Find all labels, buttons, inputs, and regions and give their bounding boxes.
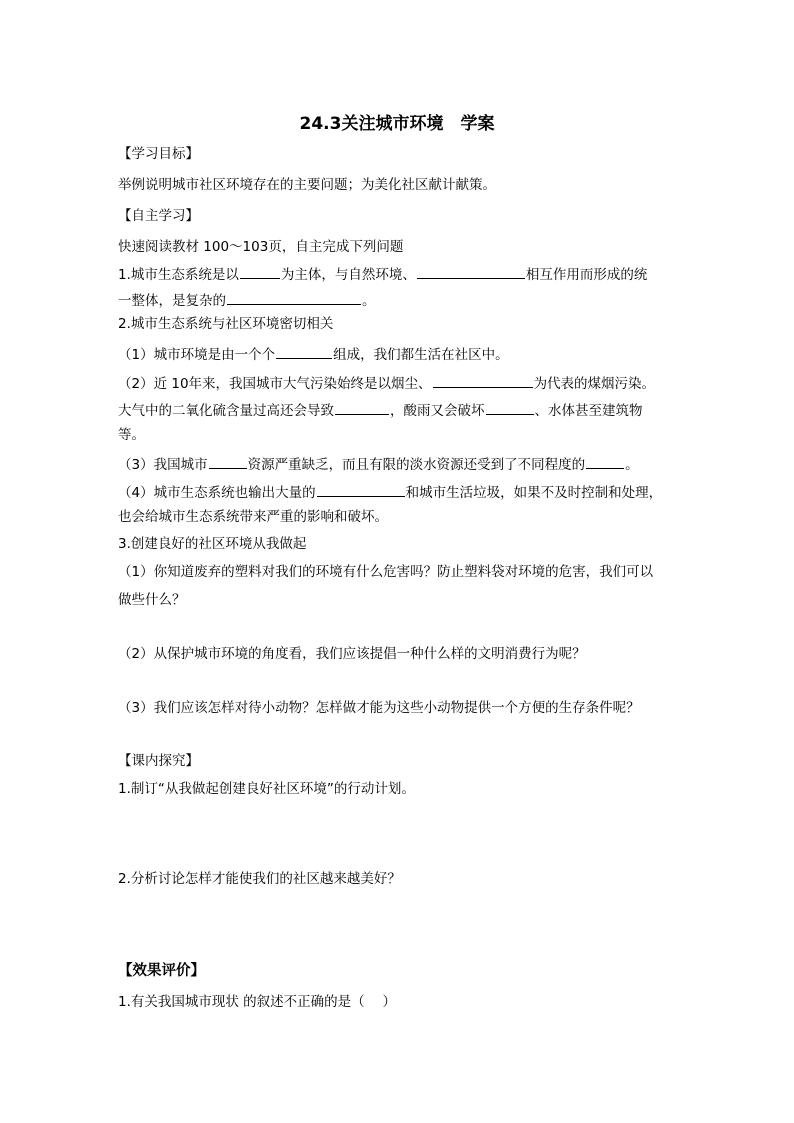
inquiry-header: 【课内探究】 [118,753,199,769]
inquiry-question-1: 1.制订“从我做起创建良好社区环境”的行动计划。 [118,781,415,797]
question-2-2-text-b: 为代表的煤烟污染。 [533,376,656,392]
self-study-header: 【自主学习】 [118,208,199,224]
question-2-4-text-a: （4）城市生态系统也输出大量的 [118,485,316,501]
question-2-3-text-a: （3）我国城市 [118,457,208,473]
question-1-line-2 [118,292,376,309]
question-1-text-d: 一整体，是复杂的 [118,293,226,309]
question-3-2: （2）从保护城市环境的角度看，我们应该提倡一种什么样的文明消费行为呢？ [118,646,586,662]
evaluation-header: 【效果评价】 [118,963,205,979]
answer-blank[interactable] [240,266,280,279]
question-2-4-line-1 [118,484,662,501]
question-3-1-line-1: （1）你知道废弃的塑料对我们的环境有什么危害吗？防止塑料袋对环境的危害，我们可以 [118,564,654,580]
question-2-2-text-d: ，酸雨又会破坏 [390,403,485,419]
question-2-4-line-2: 也会给城市生态系统带来严重的影响和破坏。 [118,509,388,525]
self-study-intro: 快速阅读教材 100～103页，自主完成下列问题 [118,239,404,255]
answer-blank[interactable] [209,456,247,469]
page-title: 24.3关注城市环境 学案 [299,114,495,134]
question-2-1-text-a: （1）城市环境是由一个个 [118,347,276,363]
question-2-3 [118,456,639,473]
inquiry-question-2: 2.分析讨论怎样才能使我们的社区越来越美好？ [118,871,401,887]
question-3-1-line-2: 做些什么？ [118,592,186,608]
answer-blank[interactable] [586,456,624,469]
question-1-line-1 [118,266,647,283]
question-2-2-line-3: 等。 [118,427,145,443]
question-2-4-text-b: 和城市生活垃圾，如果不及时控制和处理， [405,485,663,501]
objectives-text: 举例说明城市社区环境存在的主要问题；为美化社区献计献策。 [118,177,496,193]
evaluation-question-1: 1.有关我国城市现状 的叙述不正确的是（ ） [118,994,396,1010]
question-3-3: （3）我们应该怎样对待小动物？怎样做才能为这些小动物提供一个方便的生存条件呢？ [118,700,640,716]
question-2-3-text-c: 。 [625,457,639,473]
question-2-2-text-a: （2）近 10年来，我国城市大气污染始终是以烟尘、 [118,376,432,392]
answer-blank[interactable] [335,402,389,415]
question-2-2-line-2 [118,402,643,419]
answer-blank[interactable] [417,266,525,279]
question-1-text-c: 相互作用而形成的统 [525,267,648,283]
question-1-text-a: 1.城市生态系统是以 [118,267,239,283]
answer-blank[interactable] [276,346,332,359]
question-2-1-text-b: 组成，我们都生活在社区中。 [333,347,509,363]
answer-blank[interactable] [317,484,405,497]
answer-blank[interactable] [486,402,534,415]
question-2-1 [118,346,509,363]
question-2-2-text-e: 、水体甚至建筑物 [534,403,643,419]
answer-blank[interactable] [227,292,361,305]
question-2-3-text-b: 资源严重缺乏，而且有限的淡水资源还受到了不同程度的 [247,457,586,473]
question-2-2-line-1 [118,375,655,392]
question-3-title: 3.创建良好的社区环境从我做起 [118,536,307,552]
question-2-title: 2.城市生态系统与社区环境密切相关 [118,316,334,332]
answer-blank[interactable] [433,375,533,388]
question-2-2-text-c: 大气中的二氧化硫含量过高还会导致 [118,403,334,419]
objectives-header: 【学习目标】 [118,146,199,162]
question-1-text-e: 。 [362,293,376,309]
question-1-text-b: 为主体，与自然环境、 [280,267,416,283]
